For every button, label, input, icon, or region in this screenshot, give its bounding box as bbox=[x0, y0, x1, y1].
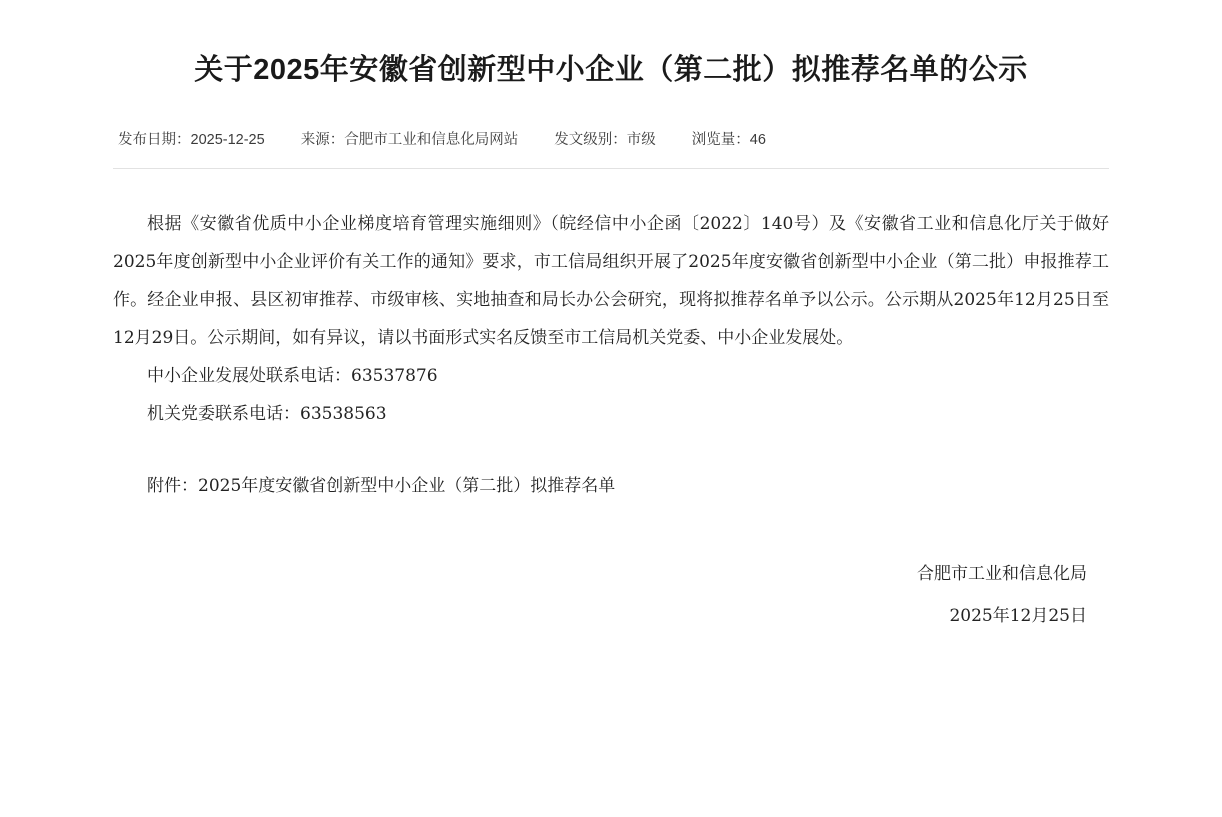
signature-issuer: 合肥市工业和信息化局 bbox=[917, 564, 1087, 584]
meta-views bbox=[692, 130, 766, 150]
meta-publish-date-value: 2025-12-25 bbox=[190, 132, 265, 148]
article-container bbox=[113, 0, 1109, 637]
meta-source-label: 来源： bbox=[300, 132, 345, 148]
meta-divider bbox=[113, 168, 1109, 169]
article-meta bbox=[113, 130, 1109, 150]
meta-views-value: 46 bbox=[749, 132, 766, 148]
meta-publish-date bbox=[118, 130, 265, 150]
contact-line-development-office: 中小企业发展处联系电话：63537876 bbox=[147, 366, 438, 386]
meta-source bbox=[301, 130, 519, 150]
meta-level bbox=[554, 130, 656, 150]
page-title: 关于2025年安徽省创新型中小企业（第二批）拟推荐名单的公示 bbox=[194, 54, 1028, 86]
signature-block bbox=[113, 553, 1109, 637]
meta-source-value: 合肥市工业和信息化局网站 bbox=[344, 132, 519, 148]
contact-line-party-committee: 机关党委联系电话：63538563 bbox=[147, 404, 387, 424]
signature-date: 2025年12月25日 bbox=[949, 606, 1087, 626]
attachment-line: 附件：2025年度安徽省创新型中小企业（第二批）拟推荐名单 bbox=[147, 476, 616, 496]
meta-level-value: 市级 bbox=[626, 132, 656, 148]
body-paragraph-1: 根据《安徽省优质中小企业梯度培育管理实施细则》（皖经信中小企函〔2022〕140号）及《安徽省工业和信息化厅关于做好2025年度创新型中小企业评价有关工作的通知》要求，市工信局组织开展了2025年度安徽省创新型中小企业（第二批）申报推荐工作。经企业申报、县区初审推荐、市级审核、实地抽查和局长办公会研究，现将拟推荐名单予以公示。公示期从2025年12月25日至12月29日。公示期间，如有异议，请以书面形式实名反馈至市工信局机关党委、中小企业发展处。 bbox=[113, 214, 1109, 348]
article-body bbox=[113, 205, 1109, 637]
meta-level-label: 发文级别： bbox=[554, 132, 627, 148]
meta-publish-date-label: 发布日期： bbox=[118, 132, 191, 148]
meta-views-label: 浏览量： bbox=[691, 132, 750, 148]
